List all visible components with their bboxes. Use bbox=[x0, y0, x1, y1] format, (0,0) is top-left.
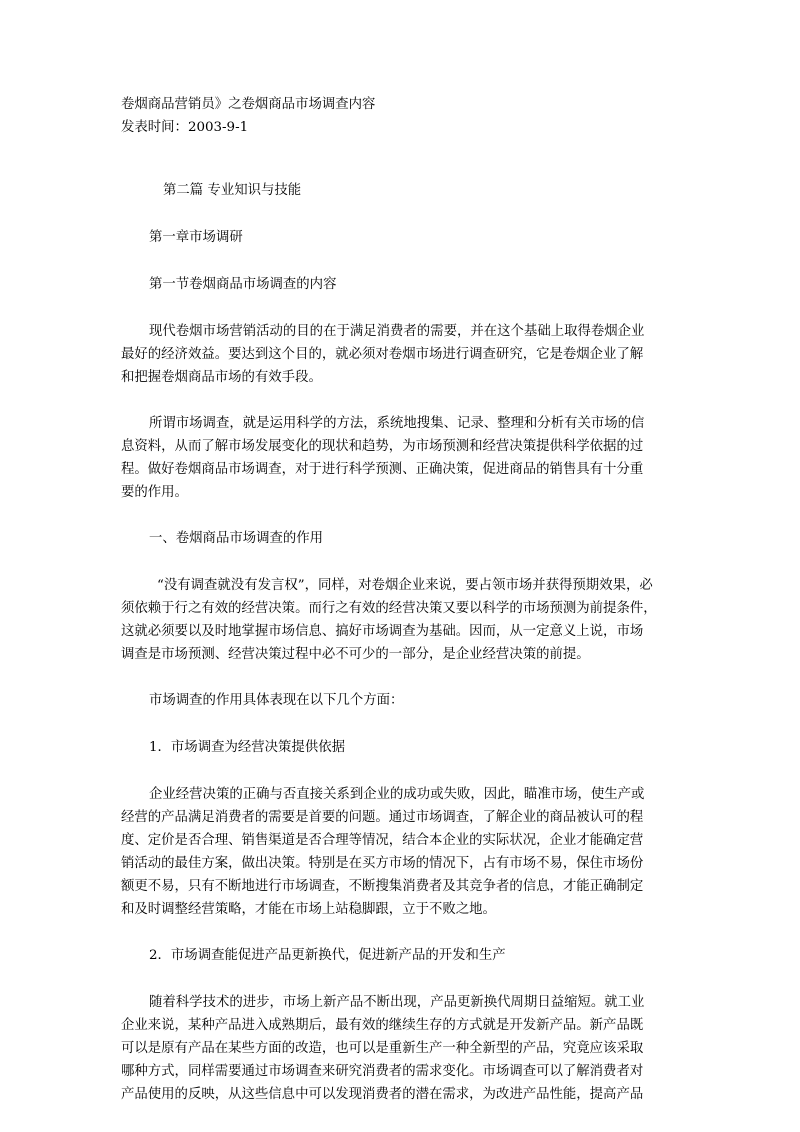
text-line: 可以是原有产品在某些方面的改造，也可以是重新生产一种全新型的产品，究竟应该采取 bbox=[121, 1041, 644, 1056]
document-header bbox=[121, 93, 681, 139]
text-line: 息资料，从而了解市场发展变化的现状和趋势，为市场预测和经营决策提供科学依据的过 bbox=[121, 439, 644, 454]
text-line: 销活动的最佳方案，做出决策。特别是在买方市场的情况下，占有市场不易，保住市场份 bbox=[121, 856, 644, 871]
part-title: 第二篇 专业知识与技能 bbox=[163, 183, 302, 198]
text-line: 所谓市场调查，就是运用科学的方法，系统地搜集、记录、整理和分析有关市场的信 bbox=[149, 416, 645, 431]
paragraph-4: 市场调查的作用具体表现在以下几个方面： bbox=[149, 693, 404, 708]
text-line: 产品使用的反映，从这些信息中可以发现消费者的潜在需求，为改进产品性能，提高产品 bbox=[121, 1087, 644, 1102]
text-line: 企业经营决策的正确与否直接关系到企业的成功或失败，因此，瞄准市场，使生产或 bbox=[149, 787, 645, 802]
text-line: 和把握卷烟商品市场的有效手段。 bbox=[121, 370, 322, 385]
text-line: “没有调查就没有发言权”，同样，对卷烟企业来说，要占领市场并获得预期效果，必 bbox=[157, 578, 653, 593]
paragraph-1 bbox=[121, 320, 681, 389]
text-line: 度、定价是否合理、销售渠道是否合理等情况，结合本企业的实际状况，企业才能确定营 bbox=[121, 833, 644, 848]
chapter-title: 第一章市场调研 bbox=[149, 230, 243, 245]
section-title: 第一节卷烟商品市场调查的内容 bbox=[149, 277, 337, 292]
text-line: 现代卷烟市场营销活动的目的在于满足消费者的需要，并在这个基础上取得卷烟企业 bbox=[149, 324, 645, 339]
text-line: 随着科学技术的进步，市场上新产品不断出现，产品更新换代周期日益缩短。就工业 bbox=[149, 995, 645, 1010]
numbered-heading-2: 2．市场调查能促进产品更新换代，促进新产品的开发和生产 bbox=[149, 948, 506, 963]
paragraph-2 bbox=[121, 412, 681, 504]
text-line: 和及时调整经营策略，才能在市场上站稳脚跟，立于不败之地。 bbox=[121, 902, 496, 917]
document-title: 卷烟商品营销员》之卷烟商品市场调查内容 bbox=[121, 97, 376, 112]
text-line: 要的作用。 bbox=[121, 485, 188, 500]
numbered-heading-1: 1．市场调查为经营决策提供依据 bbox=[149, 740, 345, 755]
paragraph-3 bbox=[121, 574, 681, 666]
text-line: 调查是市场预测、经营决策过程中必不可少的一部分，是企业经营决策的前提。 bbox=[121, 647, 590, 662]
text-line: 这就必须要以及时地掌握市场信息、搞好市场调查为基础。因而，从一定意义上说，市场 bbox=[121, 624, 644, 639]
paragraph-6 bbox=[121, 991, 681, 1106]
text-line: 额更不易，只有不断地进行市场调查，不断搜集消费者及其竞争者的信息，才能正确制定 bbox=[121, 879, 644, 894]
text-line: 最好的经济效益。要达到这个目的，就必须对卷烟市场进行调查研究，它是卷烟企业了解 bbox=[121, 347, 644, 362]
text-line: 企业来说，某种产品进入成熟期后，最有效的继续生存的方式就是开发新产品。新产品既 bbox=[121, 1018, 644, 1033]
publish-date: 发表时间：2003-9-1 bbox=[121, 120, 249, 135]
text-line: 哪种方式，同样需要通过市场调查来研究消费者的需求变化。市场调查可以了解消费者对 bbox=[121, 1064, 644, 1079]
text-line: 须依赖于行之有效的经营决策。而行之有效的经营决策又要以科学的市场预测为前提条件， bbox=[121, 601, 657, 616]
text-line: 程。做好卷烟商品市场调查，对于进行科学预测、正确决策，促进商品的销售具有十分重 bbox=[121, 462, 644, 477]
document-page bbox=[121, 93, 681, 1129]
text-line: 经营的产品满足消费者的需要是首要的问题。通过市场调查，了解企业的商品被认可的程 bbox=[121, 810, 644, 825]
subsection-heading-1: 一、卷烟商品市场调查的作用 bbox=[149, 531, 324, 546]
paragraph-5 bbox=[121, 783, 681, 921]
